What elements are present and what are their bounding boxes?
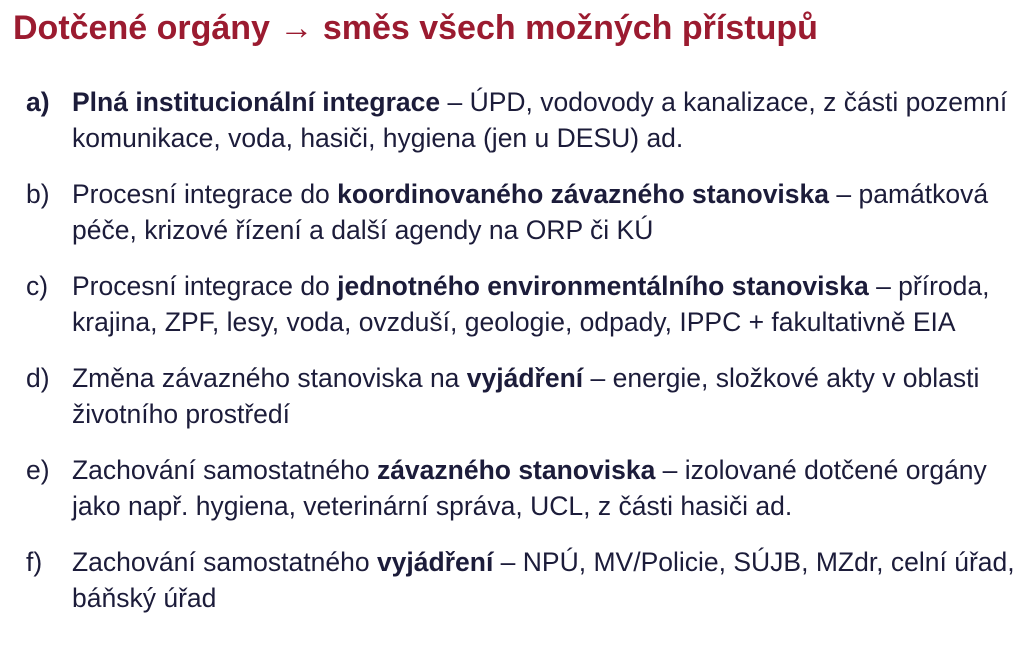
item-description: – památková péče, krizové řízení a další agendy na ORP či KÚ	[72, 179, 989, 245]
approach-list	[26, 84, 1026, 636]
item-letter: b)	[26, 179, 50, 209]
list-item-a	[26, 84, 1026, 156]
item-description: – izolované dotčené orgány jako např. hygiena, veterinární správa, UCL, z části hasiči ad.	[72, 455, 987, 521]
item-letter: c)	[26, 271, 49, 301]
item-bold-term: Plná institucionální integrace	[72, 87, 441, 117]
item-bold-term: koordinovaného závazného stanoviska	[337, 179, 830, 209]
list-item-e	[26, 452, 1026, 524]
item-description: – příroda, krajina, ZPF, lesy, voda, ovzduší, geologie, odpady, IPPC + fakultativně EIA	[72, 271, 990, 337]
list-item-f	[26, 544, 1026, 616]
item-bold-term: závazného stanoviska	[376, 455, 656, 485]
item-letter: d)	[26, 363, 50, 393]
item-lead-text: Procesní integrace do	[72, 271, 338, 301]
item-bold-term: jednotného environmentálního stanoviska	[337, 271, 869, 301]
item-description: – energie, složkové akty v oblasti životního prostředí	[72, 363, 980, 429]
item-bold-term: vyjádření	[376, 547, 494, 577]
item-letter: e)	[26, 455, 50, 485]
list-item-d	[26, 360, 1026, 432]
list-item-c	[26, 268, 1026, 340]
item-lead-text: Změna závazného stanoviska na	[72, 363, 467, 393]
item-lead-text: Procesní integrace do	[72, 179, 338, 209]
item-bold-term: vyjádření	[466, 363, 584, 393]
item-description: – NPÚ, MV/Policie, SÚJB, MZdr, celní úřad, báňský úřad	[72, 547, 1015, 613]
item-description: – ÚPD, vodovody a kanalizace, z části pozemní komunikace, voda, hasiči, hygiena (jen u DESU) ad.	[72, 87, 1008, 153]
slide-title: Dotčené orgány → směs všech možných přístupů	[13, 9, 818, 47]
item-lead-text: Zachování samostatného	[72, 455, 377, 485]
list-item-b	[26, 176, 1026, 248]
item-letter: a)	[26, 87, 50, 117]
item-lead-text: Zachování samostatného	[72, 547, 377, 577]
item-letter: f)	[26, 547, 43, 577]
